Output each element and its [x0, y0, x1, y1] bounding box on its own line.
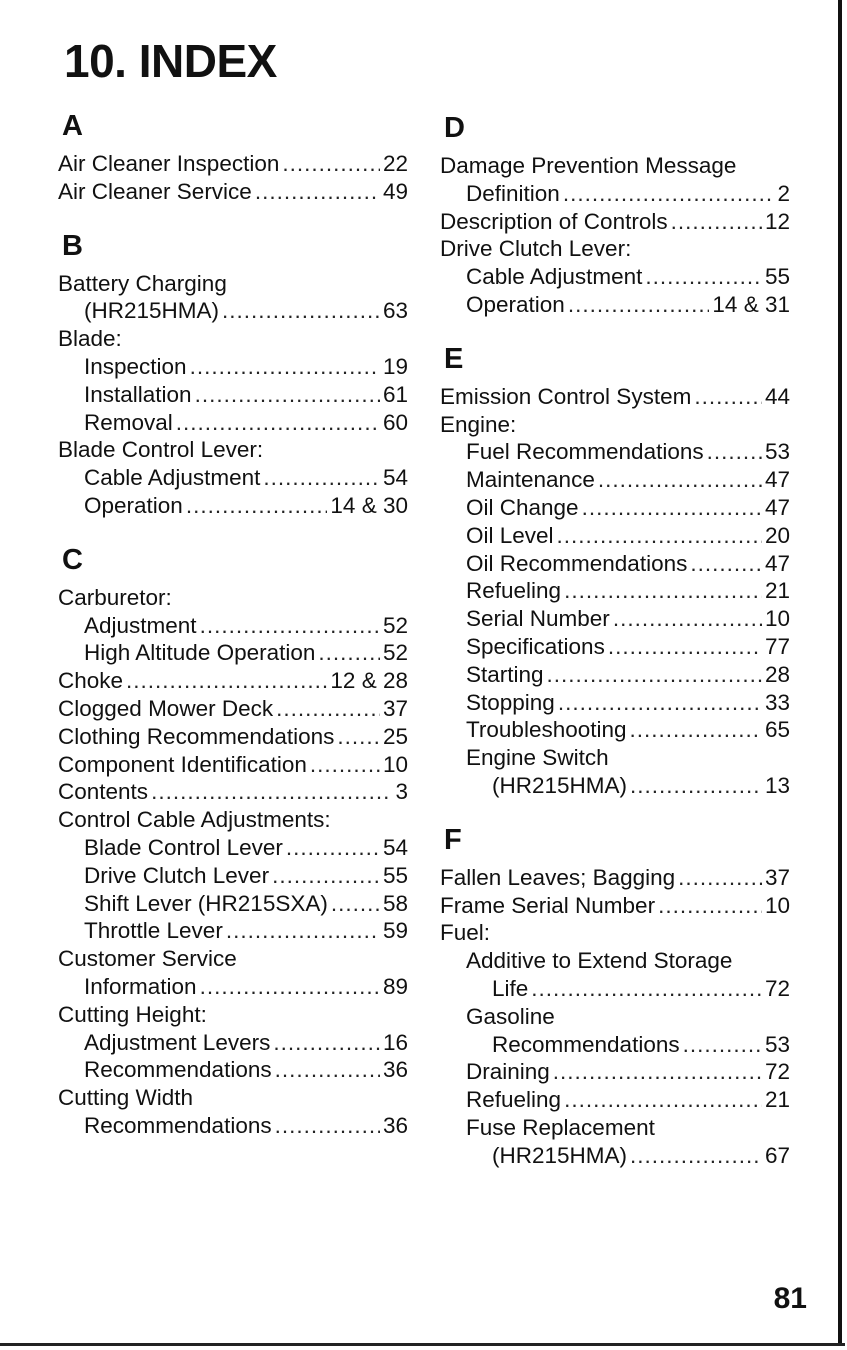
entry-page-ref: 3 — [395, 779, 408, 805]
entry-label: Contents — [58, 779, 149, 805]
entry-label: (HR215HMA) — [84, 298, 220, 324]
dot-leader — [547, 661, 762, 689]
index-entry — [58, 612, 408, 640]
index-entry — [440, 438, 790, 466]
entry-label: Cutting Height: — [58, 1001, 207, 1027]
page-title: 10. INDEX — [64, 35, 277, 87]
entry-label: Cable Adjustment — [84, 465, 261, 491]
index-entry — [440, 383, 790, 411]
entry-label: Damage Prevention Message — [440, 153, 737, 178]
entry-label: Air Cleaner Inspection — [58, 151, 280, 176]
section-letter: B — [62, 229, 83, 262]
index-column-left — [58, 108, 408, 1162]
dot-leader — [222, 297, 380, 325]
dot-leader — [582, 494, 762, 522]
entry-label: Draining — [466, 1059, 550, 1085]
dot-leader — [630, 716, 762, 744]
index-entry — [440, 1003, 790, 1031]
entry-page-ref: 25 — [382, 723, 408, 749]
entry-label: Clothing Recommendations — [58, 723, 335, 749]
index-entry — [440, 577, 790, 605]
entry-page-ref: 65 — [764, 717, 790, 743]
index-entry — [440, 661, 790, 689]
entry-label: Definition — [466, 180, 560, 206]
dot-leader — [608, 633, 762, 661]
index-entry — [58, 353, 408, 381]
entry-label: Battery Charging — [58, 270, 227, 296]
dot-leader — [255, 178, 380, 206]
index-entry — [58, 297, 408, 325]
dot-leader — [275, 1112, 380, 1140]
entry-page-ref: 10 — [382, 751, 408, 777]
index-entry — [440, 1142, 790, 1170]
index-entry — [58, 890, 408, 918]
dot-leader — [318, 639, 380, 667]
entry-label: Refueling — [466, 1087, 562, 1113]
page-edge-right — [838, 0, 842, 1345]
index-entry — [440, 1114, 790, 1142]
entry-label: Installation — [84, 381, 192, 407]
entry-label: Blade: — [58, 326, 122, 352]
entry-label: (HR215HMA) — [492, 772, 628, 798]
index-entry — [440, 892, 790, 920]
entry-label: Carburetor: — [58, 584, 172, 610]
dot-leader — [630, 1142, 762, 1170]
entry-label: High Altitude Operation — [84, 640, 316, 666]
dot-leader — [151, 778, 392, 806]
dot-leader — [273, 1029, 380, 1057]
index-entry — [58, 270, 408, 298]
entry-page-ref: 16 — [382, 1029, 408, 1055]
entry-label: Operation — [84, 492, 183, 518]
section-letter: C — [62, 543, 83, 576]
index-entry — [440, 235, 790, 263]
index-entry — [58, 1056, 408, 1084]
index-entry — [440, 411, 790, 439]
entry-page-ref: 55 — [764, 264, 790, 290]
entry-page-ref: 44 — [764, 383, 790, 409]
entry-page-ref: 20 — [764, 522, 790, 548]
dot-leader — [200, 973, 380, 1001]
section-letter: E — [444, 342, 464, 375]
index-entry — [58, 464, 408, 492]
entry-page-ref: 63 — [382, 298, 408, 324]
index-section — [58, 108, 408, 206]
index-section — [440, 110, 790, 319]
entry-page-ref: 2 — [777, 180, 790, 206]
index-entry — [58, 751, 408, 779]
entry-page-ref: 14 & 30 — [330, 492, 408, 518]
index-entry — [440, 152, 790, 180]
entry-page-ref: 36 — [382, 1112, 408, 1138]
index-entry — [58, 1001, 408, 1029]
entry-label: Starting — [466, 661, 544, 687]
index-entry — [440, 689, 790, 717]
index-entry — [440, 1058, 790, 1086]
entry-label: Serial Number — [466, 606, 610, 632]
index-column-right — [440, 110, 790, 1192]
entry-label: Information — [84, 973, 197, 999]
entry-page-ref: 47 — [764, 467, 790, 493]
index-entry — [440, 494, 790, 522]
index-entry — [440, 919, 790, 947]
section-letter: D — [444, 112, 465, 144]
entry-label: Oil Level — [466, 522, 554, 548]
index-entry — [58, 325, 408, 353]
dot-leader — [286, 834, 380, 862]
index-entry — [440, 947, 790, 975]
section-letter: A — [62, 110, 83, 142]
index-entry — [440, 466, 790, 494]
index-entry — [58, 639, 408, 667]
index-entry — [58, 695, 408, 723]
entry-label: Fuse Replacement — [466, 1114, 655, 1140]
entry-label: Frame Serial Number — [440, 892, 656, 918]
index-entry — [440, 975, 790, 1003]
entry-label: Oil Recommendations — [466, 550, 688, 576]
entry-label: Throttle Lever — [84, 918, 223, 944]
index-entry — [58, 917, 408, 945]
entry-page-ref: 12 — [764, 208, 790, 234]
entry-page-ref: 47 — [764, 494, 790, 520]
entry-label: Maintenance — [466, 467, 595, 493]
entry-page-ref: 77 — [764, 633, 790, 659]
index-section — [440, 822, 790, 1170]
entry-page-ref: 36 — [382, 1057, 408, 1083]
dot-leader — [276, 695, 380, 723]
dot-leader — [195, 381, 380, 409]
index-entry — [58, 1112, 408, 1140]
entry-label: Control Cable Adjustments: — [58, 807, 331, 833]
entry-label: Gasoline — [466, 1003, 555, 1029]
entry-page-ref: 53 — [764, 1031, 790, 1057]
entry-page-ref: 47 — [764, 550, 790, 576]
index-section — [440, 341, 790, 800]
dot-leader — [671, 208, 762, 236]
entry-label: Fuel Recommendations — [466, 439, 704, 465]
entry-page-ref: 61 — [382, 381, 408, 407]
section-letter: F — [444, 823, 462, 856]
dot-leader — [694, 383, 762, 411]
index-entry — [58, 1084, 408, 1112]
index-entry — [58, 667, 408, 695]
page-edge-bottom — [0, 1343, 845, 1346]
entry-page-ref: 54 — [382, 465, 408, 491]
entry-label: Blade Control Lever — [84, 834, 283, 860]
entry-label: Fallen Leaves; Bagging — [440, 864, 676, 890]
index-entry — [440, 864, 790, 892]
index-entry — [58, 806, 408, 834]
index-entry — [58, 436, 408, 464]
dot-leader — [678, 864, 762, 892]
dot-leader — [226, 917, 380, 945]
entry-label: Blade Control Lever: — [58, 437, 264, 463]
dot-leader — [564, 1086, 762, 1114]
index-entry — [440, 1086, 790, 1114]
entry-page-ref: 12 & 28 — [330, 668, 408, 694]
entry-label: Clogged Mower Deck — [58, 695, 274, 721]
index-entry — [440, 633, 790, 661]
entry-page-ref: 58 — [382, 890, 408, 916]
entry-label: Refueling — [466, 578, 562, 604]
dot-leader — [531, 975, 762, 1003]
dot-leader — [553, 1058, 762, 1086]
entry-label: (HR215HMA) — [492, 1142, 628, 1168]
index-entry — [58, 150, 408, 178]
index-entry — [440, 263, 790, 291]
page-number: 81 — [773, 1282, 807, 1315]
entry-label: Shift Lever (HR215SXA) — [84, 890, 328, 916]
entry-page-ref: 21 — [764, 578, 790, 604]
entry-page-ref: 33 — [764, 689, 790, 715]
entry-page-ref: 37 — [764, 864, 790, 890]
index-entry — [58, 584, 408, 612]
entry-label: Troubleshooting — [466, 717, 627, 743]
dot-leader — [564, 577, 762, 605]
entry-page-ref: 72 — [764, 1059, 790, 1085]
dot-leader — [186, 492, 328, 520]
dot-leader — [557, 522, 762, 550]
entry-page-ref: 53 — [764, 439, 790, 465]
entry-page-ref: 52 — [382, 612, 408, 638]
index-entry — [58, 1029, 408, 1057]
entry-label: Component Identification — [58, 751, 307, 777]
dot-leader — [563, 180, 775, 208]
dot-leader — [558, 689, 762, 717]
entry-page-ref: 55 — [382, 862, 408, 888]
index-entry — [58, 723, 408, 751]
entry-page-ref: 22 — [382, 151, 408, 176]
entry-label: Cable Adjustment — [466, 264, 643, 290]
entry-page-ref: 89 — [382, 973, 408, 999]
entry-label: Recommendations — [492, 1031, 680, 1057]
dot-leader — [331, 890, 380, 918]
dot-leader — [598, 466, 762, 494]
dot-leader — [645, 263, 762, 291]
entry-page-ref: 59 — [382, 918, 408, 944]
entry-page-ref: 10 — [764, 892, 790, 918]
entry-label: Adjustment Levers — [84, 1029, 271, 1055]
index-entry — [58, 778, 408, 806]
entry-page-ref: 54 — [382, 834, 408, 860]
entry-label: Recommendations — [84, 1112, 272, 1138]
entry-label: Additive to Extend Storage — [466, 948, 733, 974]
entry-label: Stopping — [466, 689, 555, 715]
entry-page-ref: 52 — [382, 640, 408, 666]
index-entry — [58, 409, 408, 437]
entry-label: Recommendations — [84, 1057, 272, 1083]
dot-leader — [126, 667, 327, 695]
dot-leader — [568, 291, 710, 319]
dot-leader — [176, 409, 380, 437]
index-entry — [440, 744, 790, 772]
dot-leader — [683, 1031, 762, 1059]
index-section — [58, 228, 408, 520]
entry-page-ref: 14 & 31 — [712, 291, 790, 317]
entry-label: Engine Switch — [466, 745, 609, 771]
index-entry — [58, 381, 408, 409]
dot-leader — [190, 353, 380, 381]
entry-label: Inspection — [84, 353, 187, 379]
entry-page-ref: 21 — [764, 1087, 790, 1113]
index-entry — [440, 550, 790, 578]
dot-leader — [630, 772, 762, 800]
dot-leader — [282, 150, 380, 178]
entry-label: Engine: — [440, 411, 517, 437]
entry-page-ref: 37 — [382, 695, 408, 721]
index-entry — [58, 945, 408, 973]
entry-label: Choke — [58, 668, 124, 694]
entry-label: Air Cleaner Service — [58, 178, 252, 204]
entry-label: Drive Clutch Lever: — [440, 236, 632, 262]
index-entry — [440, 291, 790, 319]
dot-leader — [707, 438, 762, 466]
dot-leader — [613, 605, 762, 633]
index-entry — [440, 180, 790, 208]
index-entry — [440, 1031, 790, 1059]
entry-page-ref: 10 — [764, 606, 790, 632]
entry-label: Oil Change — [466, 494, 579, 520]
index-entry — [440, 208, 790, 236]
index-entry — [440, 605, 790, 633]
index-entry — [58, 178, 408, 206]
entry-label: Adjustment — [84, 612, 197, 638]
index-entry — [440, 772, 790, 800]
index-entry — [58, 973, 408, 1001]
entry-page-ref: 60 — [382, 409, 408, 435]
entry-page-ref: 49 — [382, 178, 408, 204]
entry-page-ref: 19 — [382, 353, 408, 379]
entry-label: Fuel: — [440, 920, 491, 946]
dot-leader — [337, 723, 380, 751]
entry-label: Life — [492, 975, 529, 1001]
index-entry — [58, 862, 408, 890]
index-section — [58, 542, 408, 1140]
dot-leader — [272, 862, 380, 890]
entry-label: Drive Clutch Lever — [84, 862, 270, 888]
entry-page-ref: 13 — [764, 772, 790, 798]
entry-label: Specifications — [466, 633, 605, 659]
index-entry — [58, 834, 408, 862]
dot-leader — [658, 892, 762, 920]
index-entry — [440, 522, 790, 550]
entry-label: Description of Controls — [440, 208, 668, 234]
index-entry — [58, 492, 408, 520]
entry-label: Removal — [84, 409, 173, 435]
index-entry — [440, 716, 790, 744]
entry-label: Emission Control System — [440, 383, 692, 409]
entry-page-ref: 72 — [764, 975, 790, 1001]
dot-leader — [310, 751, 380, 779]
dot-leader — [275, 1056, 380, 1084]
dot-leader — [200, 612, 380, 640]
entry-label: Cutting Width — [58, 1085, 194, 1111]
entry-page-ref: 28 — [764, 661, 790, 687]
dot-leader — [690, 550, 762, 578]
dot-leader — [263, 464, 380, 492]
entry-label: Customer Service — [58, 946, 237, 972]
entry-page-ref: 67 — [764, 1142, 790, 1168]
entry-label: Operation — [466, 291, 565, 317]
